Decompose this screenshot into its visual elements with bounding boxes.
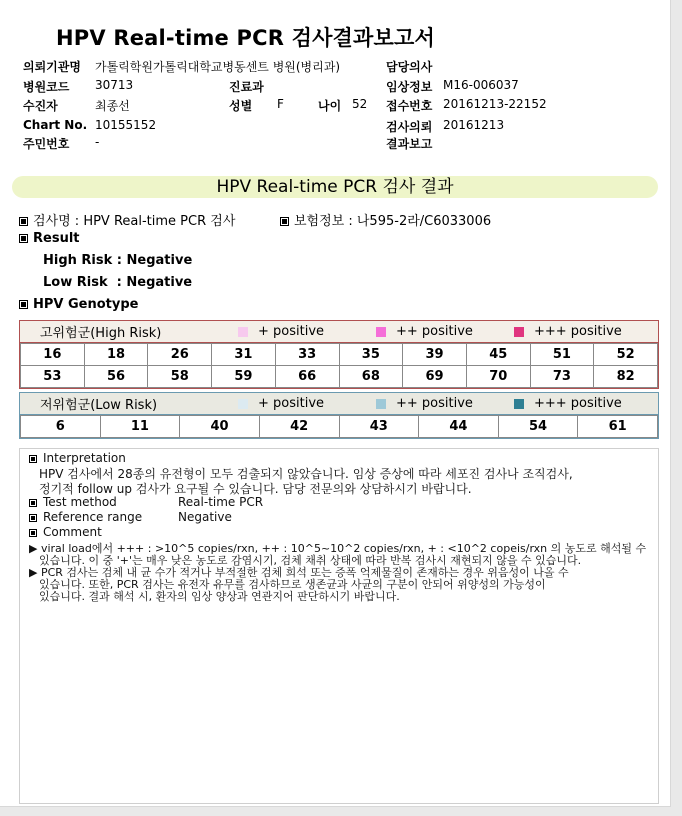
comment-2-line-1: ▶ PCR 검사는 검체 내 균 수가 적거나 부적절한 검체 희석 또는 증폭 억제물질이 존재하는 경우 위음성이 나올 수 — [29, 566, 569, 579]
high-risk-type-cell: 31 — [212, 344, 276, 366]
low-risk-type-cell: 43 — [340, 416, 420, 438]
square-bullet-icon — [19, 234, 28, 243]
high-risk-legend-item — [514, 324, 652, 339]
low-risk-type-cell: 11 — [101, 416, 181, 438]
test-method-heading — [29, 495, 117, 509]
high-risk-legend-swatch — [376, 327, 386, 337]
doctor-label: 담당의사 — [386, 60, 433, 74]
square-bullet-icon — [280, 217, 289, 226]
chart-no-label: Chart No. — [23, 118, 88, 132]
low-risk-type-cell: 61 — [578, 416, 658, 438]
report-title: HPV Real-time PCR 검사결과보고서 — [56, 26, 435, 50]
square-bullet-icon — [19, 300, 28, 309]
interpretation-heading — [29, 451, 126, 465]
reference-range-value: Negative — [178, 510, 232, 524]
test-method-value: Real-time PCR — [178, 495, 264, 509]
hospital-code-value: 30713 — [95, 78, 134, 92]
high-risk-type-cell: 58 — [148, 366, 212, 388]
high-risk-legend-item — [376, 324, 514, 339]
high-risk-type-cell: 45 — [467, 344, 531, 366]
low-risk-panel — [19, 392, 659, 439]
comment-label: Comment — [43, 525, 102, 539]
chart-no-value: 10155152 — [95, 118, 157, 132]
reference-range-heading — [29, 510, 142, 524]
receipt-label: 접수번호 — [386, 99, 433, 113]
low-risk-header — [20, 393, 658, 415]
high-risk-legend-label: ++ positive — [396, 324, 473, 339]
report-label: 결과보고 — [386, 137, 433, 151]
hospital-code-label: 병원코드 — [23, 80, 70, 94]
high-risk-type-cell: 39 — [403, 344, 467, 366]
square-bullet-icon — [29, 529, 37, 537]
high-risk-type-cell: 35 — [340, 344, 404, 366]
request-date-label: 검사의뢰 — [386, 120, 433, 134]
institution-label: 의뢰기관명 — [23, 60, 81, 74]
high-risk-result: High Risk : Negative — [43, 253, 193, 268]
test-name-line — [19, 210, 235, 229]
high-risk-type-cell: 69 — [403, 366, 467, 388]
sex-value: F — [277, 97, 284, 111]
high-risk-legend-label: +++ positive — [534, 324, 622, 339]
high-risk-type-cell: 66 — [276, 366, 340, 388]
department-label: 진료과 — [229, 80, 264, 94]
low-risk-legend-item — [514, 396, 652, 411]
comment-1-line-1: ▶ viral load에서 +++ : >10^5 copies/rxn, ++ : 10^5~10^2 copies/rxn, + : <10^2 copeis/rxn 의 농도로 해석될 수 — [29, 542, 647, 555]
comment-1-line-2: 있습니다. 이 중 '+'는 매우 낮은 농도로 감염시기, 검체 채취 상태에 따라 반복 검사시 재현되지 않을 수 있습니다. — [39, 554, 582, 567]
interpretation-text-2: 정기적 follow up 검사가 요구될 수 있습니다. 담당 전문의와 상담하시기 바랍니다. — [39, 482, 472, 496]
age-label: 나이 — [318, 99, 342, 113]
patient-label: 수진자 — [23, 99, 58, 113]
genotype-heading-line — [19, 297, 138, 312]
high-risk-type-cell: 53 — [21, 366, 85, 388]
comment-heading — [29, 525, 102, 539]
low-risk-grid — [20, 415, 658, 438]
comment-2-line-3: 있습니다. 결과 해석 시, 환자의 임상 양상과 연관지어 판단하시기 바랍니다. — [39, 590, 400, 603]
high-risk-type-cell: 56 — [85, 366, 149, 388]
high-risk-type-cell: 70 — [467, 366, 531, 388]
comment-2-line-2: 있습니다. 또한, PCR 검사는 유전자 유무를 검사하므로 생존균과 사균의 구분이 안되어 위양성의 가능성이 — [39, 578, 546, 591]
low-risk-type-cell: 54 — [499, 416, 579, 438]
high-risk-label: 고위험군(High Risk) — [40, 326, 162, 341]
clinical-info-label: 임상정보 — [386, 80, 433, 94]
patient-value: 최종선 — [95, 99, 130, 113]
high-risk-type-cell: 82 — [594, 366, 658, 388]
high-risk-legend-label: + positive — [258, 324, 325, 339]
low-risk-legend-swatch — [238, 399, 248, 409]
low-risk-legend-item — [238, 396, 376, 411]
high-risk-type-cell: 51 — [531, 344, 595, 366]
insurance-line — [280, 210, 491, 229]
high-risk-type-cell: 16 — [21, 344, 85, 366]
high-risk-header — [20, 321, 658, 343]
low-risk-legend-label: ++ positive — [396, 396, 473, 411]
institution-value: 가톨릭학원가톨릭대학교병동센트 병원(병리과) — [95, 60, 341, 74]
result-heading: Result — [33, 231, 80, 246]
high-risk-type-cell: 73 — [531, 366, 595, 388]
high-risk-legend-swatch — [238, 327, 248, 337]
age-value: 52 — [352, 97, 368, 111]
reference-range-label: Reference range — [43, 510, 143, 524]
low-risk-legend-label: +++ positive — [534, 396, 622, 411]
low-risk-legend-label: + positive — [258, 396, 325, 411]
id-value: - — [95, 135, 100, 149]
interpretation-text-1: HPV 검사에서 28종의 유전형이 모두 검출되지 않았습니다. 임상 증상에 따라 세포진 검사나 조직검사, — [39, 467, 573, 481]
square-bullet-icon — [29, 514, 37, 522]
sex-label: 성별 — [229, 99, 253, 113]
high-risk-type-cell: 59 — [212, 366, 276, 388]
notes-panel — [19, 448, 659, 804]
test-name: 검사명 : HPV Real-time PCR 검사 — [33, 214, 236, 229]
high-risk-type-cell: 52 — [594, 344, 658, 366]
low-risk-legend-swatch — [376, 399, 386, 409]
low-risk-legend-item — [376, 396, 514, 411]
test-method-label: Test method — [43, 495, 117, 509]
result-heading-line — [19, 231, 80, 246]
low-risk-type-cell: 6 — [21, 416, 101, 438]
high-risk-panel — [19, 320, 659, 389]
low-risk-type-cell: 42 — [260, 416, 340, 438]
result-banner: HPV Real-time PCR 검사 결과 — [12, 176, 658, 198]
high-risk-type-cell: 33 — [276, 344, 340, 366]
high-risk-grid — [20, 343, 658, 388]
square-bullet-icon — [19, 217, 28, 226]
low-risk-type-cell: 40 — [180, 416, 260, 438]
id-label: 주민번호 — [23, 137, 70, 151]
request-date-value: 20161213 — [443, 118, 505, 132]
square-bullet-icon — [29, 499, 37, 507]
low-risk-legend-swatch — [514, 399, 524, 409]
low-risk-type-cell: 44 — [419, 416, 499, 438]
square-bullet-icon — [29, 455, 37, 463]
genotype-heading: HPV Genotype — [33, 297, 139, 312]
high-risk-type-cell: 68 — [340, 366, 404, 388]
high-risk-type-cell: 26 — [148, 344, 212, 366]
high-risk-legend-swatch — [514, 327, 524, 337]
low-risk-result: Low Risk : Negative — [43, 275, 193, 290]
high-risk-type-cell: 18 — [85, 344, 149, 366]
insurance-info: 보험정보 : 나595-2라/C6033006 — [294, 214, 492, 229]
low-risk-label: 저위험군(Low Risk) — [40, 398, 158, 413]
interpretation-label: Interpretation — [43, 451, 126, 465]
receipt-value: 20161213-22152 — [443, 97, 547, 111]
high-risk-legend-item — [238, 324, 376, 339]
clinical-info-value: M16-006037 — [443, 78, 519, 92]
